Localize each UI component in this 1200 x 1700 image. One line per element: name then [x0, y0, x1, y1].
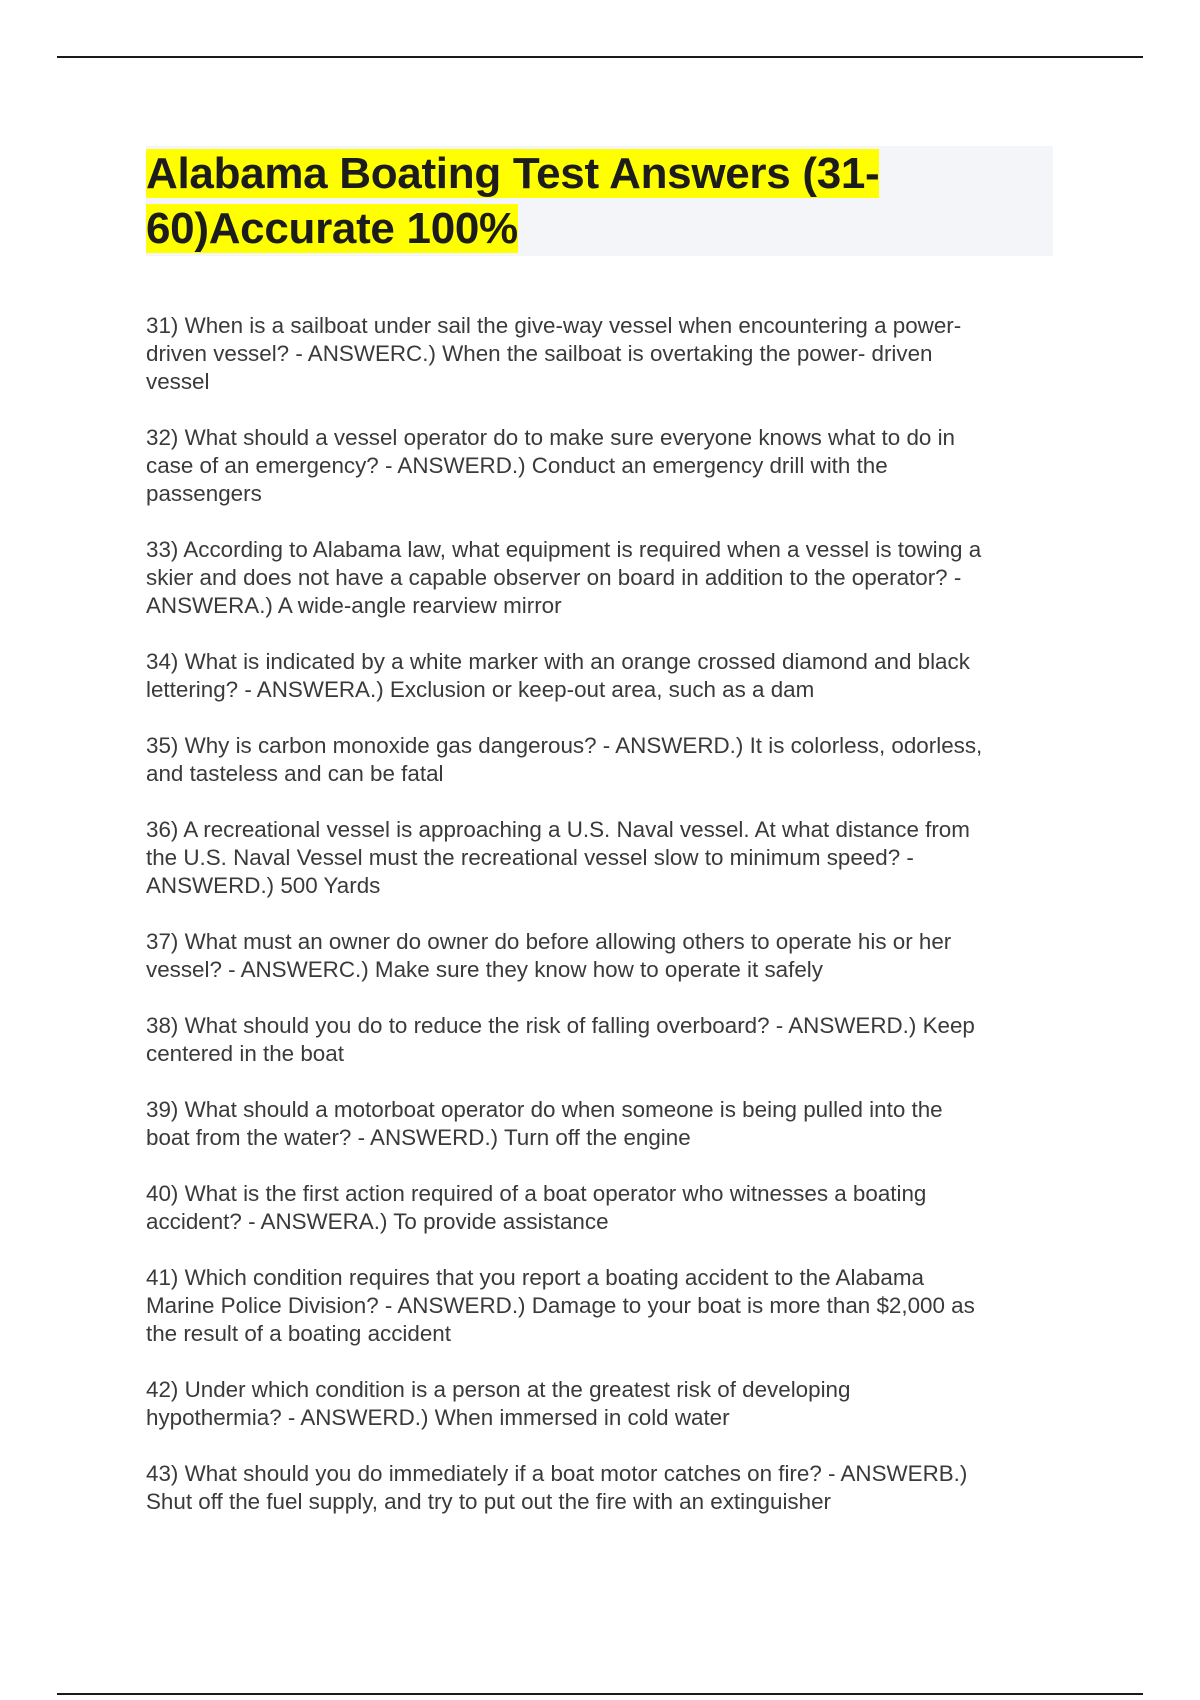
question-line: 35) Why is carbon monoxide gas dangerous? - ANSWERD.) It is colorless, odorless, [146, 733, 983, 758]
question-line: 40) What is the first action required of a boat operator who witnesses a boating [146, 1181, 927, 1206]
title-block [146, 146, 1053, 256]
question-line: 41) Which condition requires that you report a boating accident to the Alabama [146, 1265, 924, 1290]
question-line: 36) A recreational vessel is approaching a U.S. Naval vessel. At what distance from [146, 817, 970, 842]
question-line: 43) What should you do immediately if a boat motor catches on fire? - ANSWERB.) [146, 1461, 968, 1486]
question-33 [146, 536, 1066, 620]
bottom-rule [57, 1693, 1143, 1695]
question-line: 33) According to Alabama law, what equipment is required when a vessel is towing a [146, 537, 982, 562]
page-title [146, 146, 1053, 256]
question-35 [146, 732, 1066, 788]
question-line: 31) When is a sailboat under sail the give-way vessel when encountering a power- [146, 313, 962, 338]
question-line: skier and does not have a capable observer on board in addition to the operator? - [146, 565, 962, 590]
question-41 [146, 1264, 1066, 1348]
question-line: centered in the boat [146, 1041, 344, 1066]
question-line: case of an emergency? - ANSWERD.) Conduct an emergency drill with the [146, 453, 888, 478]
question-39 [146, 1096, 1066, 1152]
question-line: and tasteless and can be fatal [146, 761, 444, 786]
question-line: ANSWERA.) A wide-angle rearview mirror [146, 593, 562, 618]
question-line: hypothermia? - ANSWERD.) When immersed in cold water [146, 1405, 730, 1430]
question-line: vessel [146, 369, 210, 394]
question-34 [146, 648, 1066, 704]
question-line: ANSWERD.) 500 Yards [146, 873, 381, 898]
question-list [146, 312, 1066, 1544]
question-line: the U.S. Naval Vessel must the recreational vessel slow to minimum speed? - [146, 845, 914, 870]
question-line: Marine Police Division? - ANSWERD.) Damage to your boat is more than $2,000 as [146, 1293, 975, 1318]
title-line-1: Alabama Boating Test Answers (31- [146, 149, 880, 198]
question-line: 38) What should you do to reduce the risk of falling overboard? - ANSWERD.) Keep [146, 1013, 975, 1038]
question-line: 39) What should a motorboat operator do when someone is being pulled into the [146, 1097, 943, 1122]
question-37 [146, 928, 1066, 984]
question-line: passengers [146, 481, 262, 506]
question-line: 34) What is indicated by a white marker with an orange crossed diamond and black [146, 649, 970, 674]
question-36 [146, 816, 1066, 900]
question-line: Shut off the fuel supply, and try to put out the fire with an extinguisher [146, 1489, 831, 1514]
question-line: the result of a boating accident [146, 1321, 451, 1346]
title-line-2: 60)Accurate 100% [146, 204, 518, 253]
question-42 [146, 1376, 1066, 1432]
question-line: 42) Under which condition is a person at the greatest risk of developing [146, 1377, 851, 1402]
top-rule [57, 56, 1143, 58]
question-line: driven vessel? - ANSWERC.) When the sailboat is overtaking the power- driven [146, 341, 933, 366]
question-line: accident? - ANSWERA.) To provide assistance [146, 1209, 609, 1234]
question-31 [146, 312, 1066, 396]
question-line: vessel? - ANSWERC.) Make sure they know how to operate it safely [146, 957, 823, 982]
question-40 [146, 1180, 1066, 1236]
question-line: 32) What should a vessel operator do to make sure everyone knows what to do in [146, 425, 955, 450]
question-32 [146, 424, 1066, 508]
question-43 [146, 1460, 1066, 1516]
question-line: 37) What must an owner do owner do before allowing others to operate his or her [146, 929, 952, 954]
question-line: boat from the water? - ANSWERD.) Turn off the engine [146, 1125, 691, 1150]
question-38 [146, 1012, 1066, 1068]
question-line: lettering? - ANSWERA.) Exclusion or keep-out area, such as a dam [146, 677, 815, 702]
